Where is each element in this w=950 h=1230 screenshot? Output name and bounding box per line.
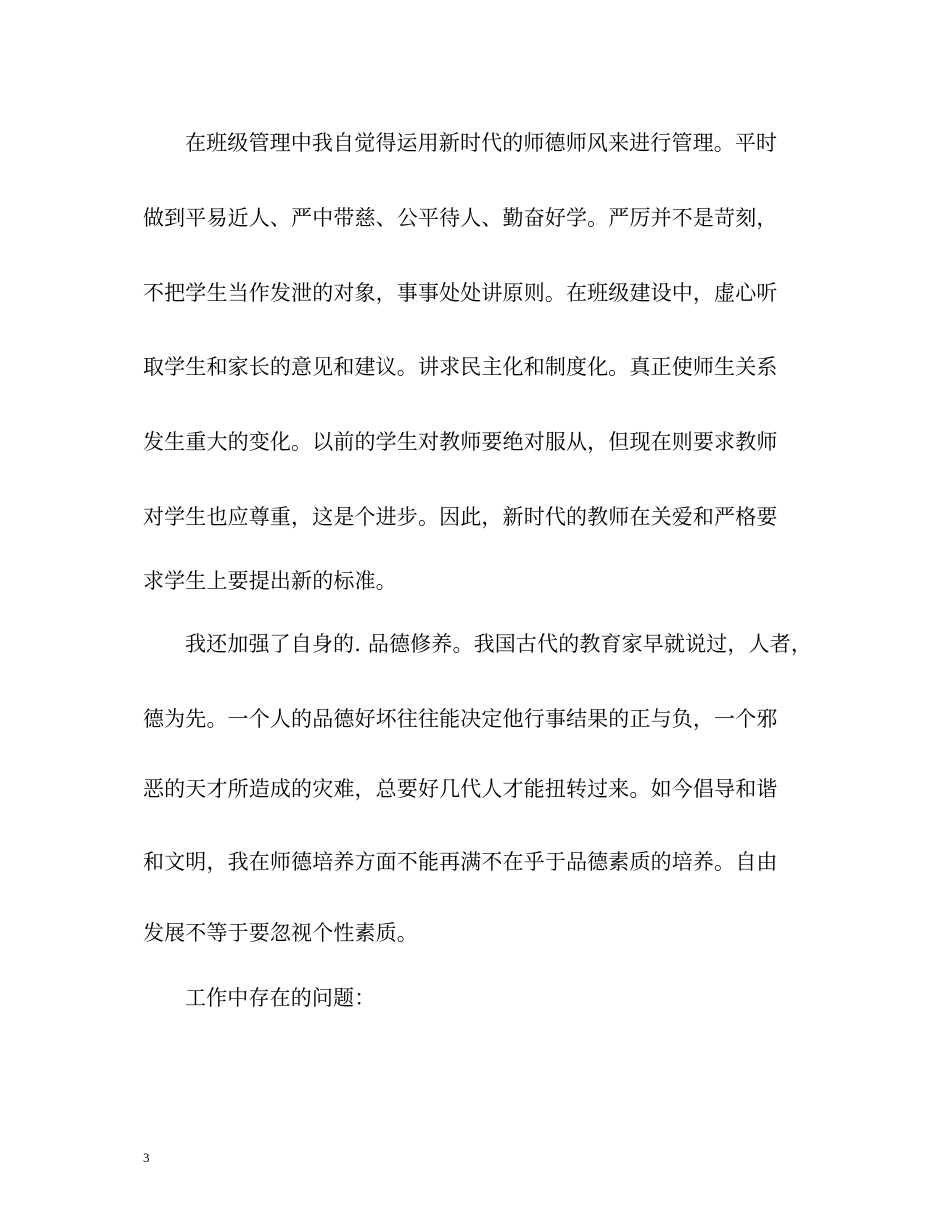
paragraph-1-line-4: 取学生和家长的意见和建议。讲求民主化和制度化。真正使师生关系 [143,355,778,379]
paragraph-1-line-7: 求学生上要提出新的标准。 [143,569,397,593]
paragraph-2-line-2: 德为先。一个人的品德好坏往往能决定他行事结果的正与负，一个邪 [143,707,778,731]
paragraph-1-line-2: 做到平易近人、严中带慈、公平待人、勤奋好学。严厉并不是苛刻， [143,206,778,230]
paragraph-2-line-4: 和文明，我在师德培养方面不能再满不在乎于品德素质的培养。自由 [143,850,778,874]
paragraph-1-line-1: 在班级管理中我自觉得运用新时代的师德师风来进行管理。平时 [185,131,778,155]
page-number: 3 [143,1150,150,1165]
paragraph-1-line-5: 发生重大的变化。以前的学生对教师要绝对服从，但现在则要求教师 [143,430,778,454]
paragraph-2-line-3: 恶的天才所造成的灾难，总要好几代人才能扭转过来。如今倡导和谐 [143,777,778,801]
paragraph-1-line-3: 不把学生当作发泄的对象，事事处处讲原则。在班级建设中，虚心听 [143,281,778,305]
paragraph-3-line-1: 工作中存在的问题： [185,986,376,1010]
paragraph-2-line-1: 我还加强了自身的. 品德修养。我国古代的教育家早就说过，人者， [185,632,812,656]
paragraph-1-line-6: 对学生也应尊重，这是个进步。因此，新时代的教师在关爱和严格要 [143,505,778,529]
paragraph-2-line-5: 发展不等于要忽视个性素质。 [143,921,418,945]
